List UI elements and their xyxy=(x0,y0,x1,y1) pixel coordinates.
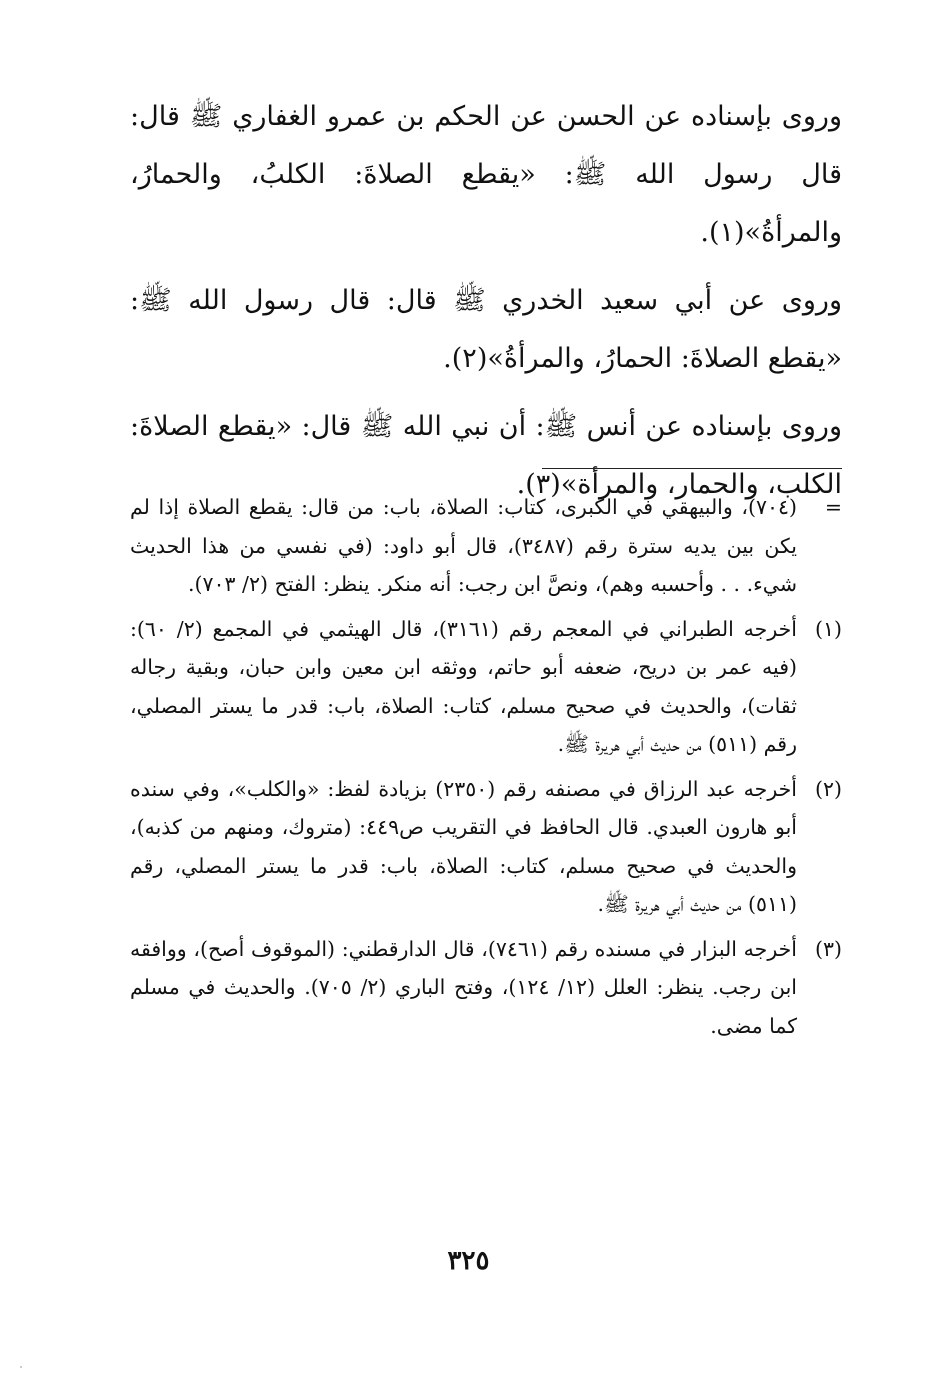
footnote-number: (١) xyxy=(814,616,842,641)
footnote-text: أخرجه عبد الرزاق في مصنفه رقم (٢٣٥٠) بزيادة لفظ: «والكلب»، وفي سنده أبو هارون العبدي. قال الحافظ في التقريب ص٤٤٩: (متروك، ومنهم من كذبه)، والحديث في صحيح مسلم، كتاب: الصلاة، باب: قدر ما يستر المصلي، رقم (٥١١) من حديث أبي هريرة ﷺ. xyxy=(130,776,797,916)
page-number: ٣٢٥ xyxy=(447,1246,490,1276)
footnote-text: (٧٠٤)، والبيهقي في الكبرى، كتاب: الصلاة، باب: من قال: يقطع الصلاة إذا لم يكن بين يديه سترة رقم (٣٤٨٧)، قال أبو داود: (في نفسي من هذا الحديث شيء. . . وأحسبه وهم)، ونصَّ ابن رجب: أنه منكر. ينظر: الفتح (٢/ ٧٠٣). xyxy=(130,495,797,596)
footnote-number: = xyxy=(824,495,842,519)
main-text xyxy=(130,88,842,524)
scan-speck xyxy=(20,1366,22,1368)
footnotes xyxy=(130,488,842,1051)
footnote xyxy=(130,770,842,924)
footnote-text: أخرجه الطبراني في المعجم رقم (٣١٦١)، قال الهيثمي في المجمع (٢/ ٦٠): (فيه عمر بن دريح، ضعفه أبو حاتم، ووثقه ابن معين وابن حبان، وبقية رجاله ثقات)، والحديث في صحيح مسلم، كتاب: الصلاة، باب: قدر ما يستر المصلي، رقم (٥١١) من حديث أبي هريرة ﷺ. xyxy=(130,616,797,756)
footnote-separator xyxy=(542,468,842,469)
footnote-number: (٣) xyxy=(814,936,842,961)
main-paragraph: وروى بإسناده عن أنس ﷺ: أن نبي الله ﷺ قال: «يقطع الصلاةَ: الكلب، والحمار، والمرأة»(٣). xyxy=(130,411,842,500)
main-paragraph: وروى بإسناده عن الحسن عن الحكم بن عمرو الغفاري ﷺ قال: قال رسول الله ﷺ: «يقطع الصلاةَ: الكلبُ، والحمارُ، والمرأةُ»(١). xyxy=(130,101,842,248)
footnote xyxy=(130,610,842,764)
footnote xyxy=(130,488,842,604)
footnote-number: (٢) xyxy=(814,776,842,801)
main-paragraph: وروى عن أبي سعيد الخدري ﷺ قال: قال رسول الله ﷺ: «يقطع الصلاةَ: الحمارُ، والمرأةُ»(٢). xyxy=(130,285,842,374)
footnote-text: أخرجه البزار في مسنده رقم (٧٤٦١)، قال الدارقطني: (الموقوف أصح)، ووافقه ابن رجب. ينظر: العلل (١٢/ ١٢٤)، وفتح الباري (٢/ ٧٠٥). والحديث في مسلم كما مضى. xyxy=(130,936,798,1038)
footnote xyxy=(130,930,842,1046)
